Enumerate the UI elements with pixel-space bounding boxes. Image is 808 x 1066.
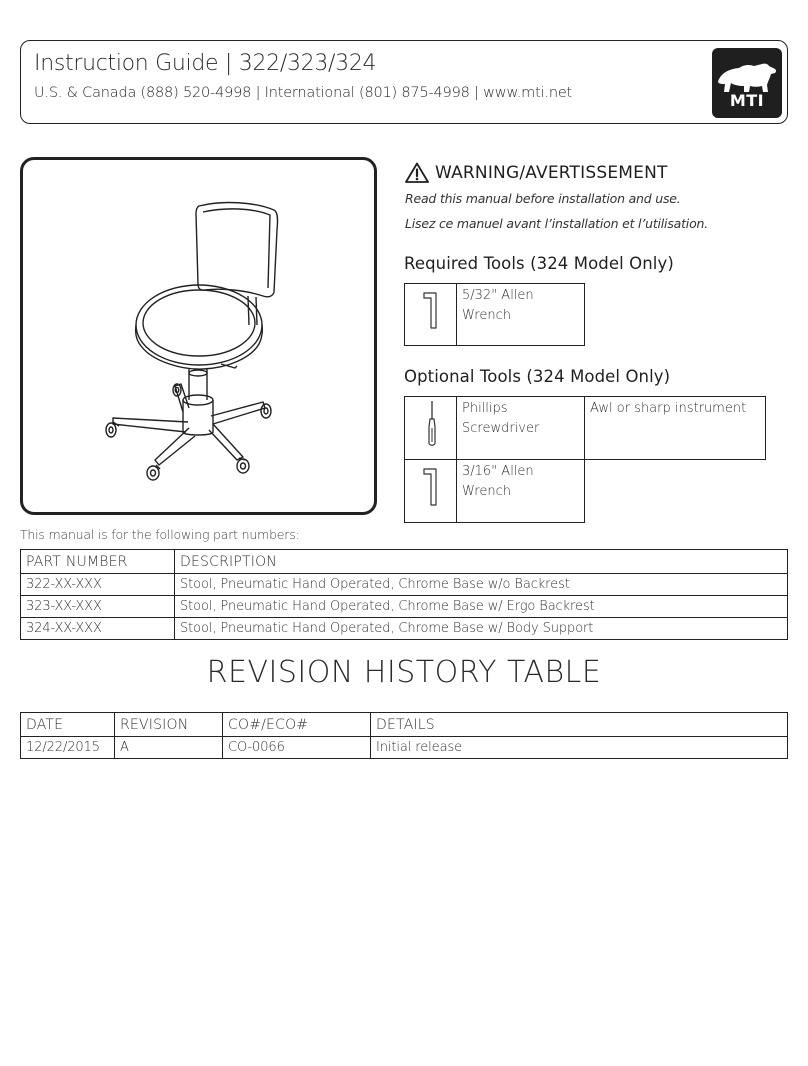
part-number-cell: 322-XX-XXX [21,574,175,596]
caster [237,458,249,473]
optional-tools-title: Optional Tools (324 Model Only) [404,367,671,386]
column-header: PART NUMBER [21,550,175,574]
tool-label: Wrench [462,484,511,499]
table-row [21,618,788,640]
header-box [20,40,788,124]
warning-text-en: Read this manual before installation and use. [405,191,681,206]
stool-illustration [23,160,374,512]
caster [261,404,271,418]
optional-tools-table [404,396,766,523]
revision-history-title: REVISION HISTORY TABLE [206,655,602,690]
column-header: CO#/ECO# [223,713,371,737]
date-cell: 12/22/2015 [21,737,115,759]
base-leg [155,428,195,465]
tool-row [405,397,766,460]
required-tools-table [404,283,585,346]
table-row [21,737,788,759]
co-number-cell: CO-0066 [223,737,371,759]
warning-text-fr: Lisez ce manuel avant l’installation et l’utilisation. [405,216,709,231]
table-header-row [21,550,788,574]
tool-label: Phillips [462,401,508,416]
tool-label: Wrench [462,308,511,323]
table-row [21,596,788,618]
tool-row [405,284,585,346]
backrest [196,203,278,297]
document-title: Instruction Guide | 322/323/324 [34,51,377,76]
table-row [21,574,788,596]
warning-triangle-icon [405,162,429,183]
tool-row [405,460,766,523]
table-header-row [21,713,788,737]
product-illustration-frame [20,157,377,515]
description-cell: Stool, Pneumatic Hand Operated, Chrome Base w/ Ergo Backrest [175,596,788,618]
column-header: DATE [21,713,115,737]
base-leg [211,402,265,424]
column-header: DETAILS [371,713,788,737]
allen-wrench-icon [405,284,456,338]
base-leg [175,384,189,412]
caster [147,465,160,480]
description-cell: Stool, Pneumatic Hand Operated, Chrome Base w/o Backrest [175,574,788,596]
warning-title: WARNING/AVERTISSEMENT [435,162,668,183]
mti-logo [712,48,782,118]
tool-label: Awl or sharp instrument [590,401,747,416]
tool-label: Screwdriver [462,421,540,436]
seat-top [136,285,262,365]
revision-table [20,712,788,759]
description-cell: Stool, Pneumatic Hand Operated, Chrome Base w/ Body Support [175,618,788,640]
seat-side [136,325,263,369]
logo-text: MTI [729,91,765,110]
column-header: DESCRIPTION [175,550,788,574]
part-number-cell: 324-XX-XXX [21,618,175,640]
warning-block [405,162,708,231]
parts-table [20,549,788,640]
revision-cell: A [115,737,223,759]
details-cell: Initial release [371,737,788,759]
base-leg [209,424,243,460]
part-number-cell: 323-XX-XXX [21,596,175,618]
tool-label: 3/16" Allen [462,464,534,479]
contact-line: U.S. & Canada (888) 520-4998 | International (801) 875-4998 | www.mti.net [34,85,573,101]
tool-label: 5/32" Allen [462,288,534,303]
column-header: REVISION [115,713,223,737]
screwdriver-icon [405,397,456,452]
allen-wrench-icon [405,460,456,515]
base-leg [113,418,188,432]
parts-note: This manual is for the following part numbers: [20,527,300,542]
required-tools-title: Required Tools (324 Model Only) [404,254,674,273]
